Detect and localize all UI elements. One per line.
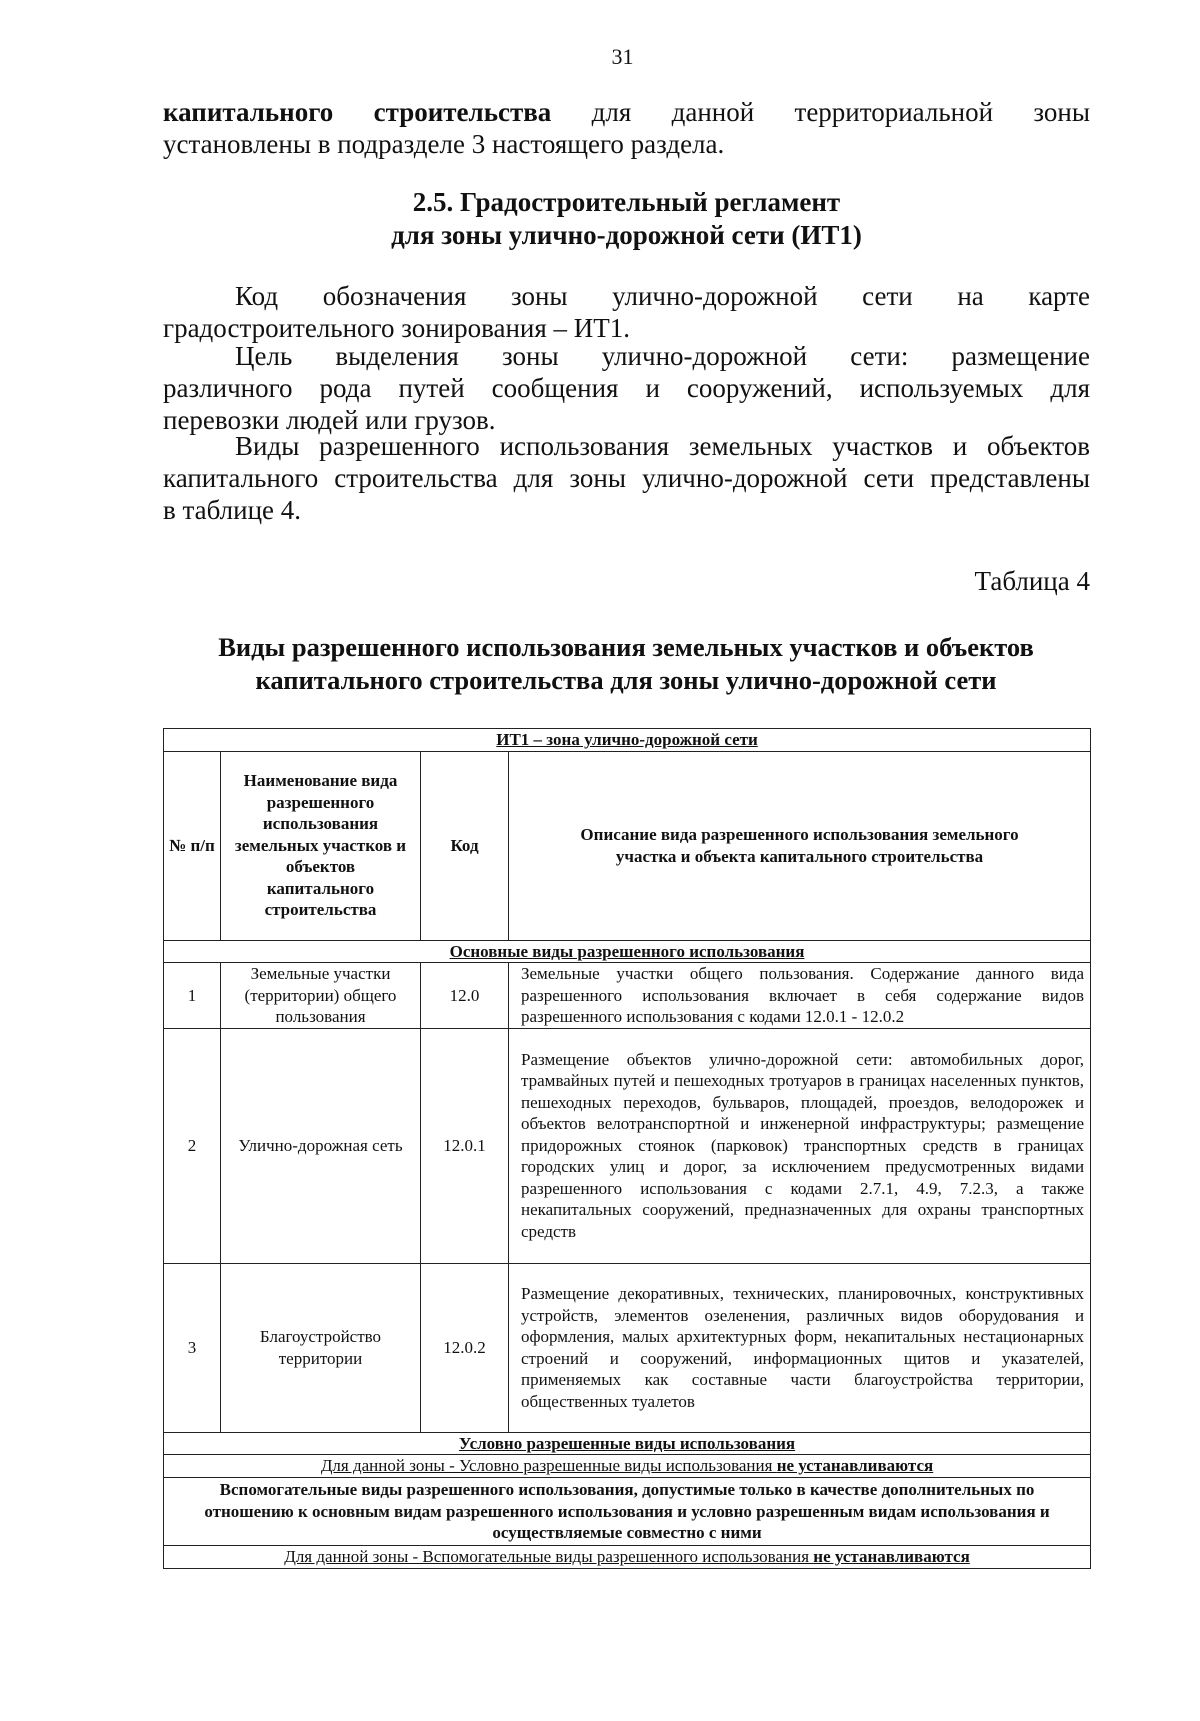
row-num: 1: [164, 963, 221, 1029]
intro-line-2: установлены в подразделе 3 настоящего раздела.: [163, 129, 725, 159]
table-row: [164, 963, 1091, 1029]
table-title-line-1: Виды разрешенного использования земельных участков и объектов: [218, 632, 1034, 662]
row-desc: Размещение объектов улично-дорожной сети: автомобильных дорог, трамвайных путей и пешеходных тротуаров в границах населенных пунктов, пешеходных переходов, бульваров, площадей, проездов, велодорожек и объектов велотранспортной и инженерной инфраструктуры; размещение придорожных стоянок (парковок) транспортных средств в границах городских улиц и дорог, за исключением предусмотренных видами разрешенного использования с кодами 2.7.1, 4.9, 7.2.3, а также некапитальных сооружений, предназначенных для охраны транспортных средств: [509, 1028, 1091, 1263]
regulation-table: [163, 728, 1091, 1569]
section-heading: [163, 186, 1090, 252]
col-header-name: Наименование вида разрешенного использования земельных участков и объектов капитального строительства: [221, 751, 421, 940]
table-row: [164, 1028, 1091, 1263]
code-line-1: Код обозначения зоны улично-дорожной сети на карте: [235, 281, 1090, 311]
section-title-line-1: 2.5. Градостроительный регламент: [412, 187, 841, 217]
row-code: 12.0: [421, 963, 509, 1029]
types-line-1: Виды разрешенного использования земельных участков и объектов: [235, 431, 1090, 461]
intro-paragraph: [163, 96, 1090, 160]
intro-line-1: [163, 96, 1090, 128]
auxiliary-note-bold: не устанавливаются: [813, 1546, 970, 1566]
column-header-row: [164, 751, 1091, 940]
row-name: Благоустройство территории: [221, 1263, 421, 1432]
table-title: [120, 631, 1132, 697]
auxiliary-note-row: [164, 1545, 1091, 1568]
conditional-note: [164, 1455, 1091, 1478]
col-header-code: Код: [421, 751, 509, 940]
auxiliary-header-row: [164, 1478, 1091, 1546]
code-line-2: градостроительного зонирования – ИТ1.: [163, 313, 631, 343]
row-name: Улично-дорожная сеть: [221, 1028, 421, 1263]
goal-line-3: перевозки людей или грузов.: [163, 405, 496, 435]
main-types-row: [164, 940, 1091, 963]
page-number: 31: [611, 44, 634, 69]
row-num: 2: [164, 1028, 221, 1263]
types-line-2: капитального строительства для зоны улично-дорожной сети представлены: [163, 463, 1090, 493]
col-header-desc: Описание вида разрешенного использования земельного участка и объекта капитального строительства: [509, 751, 1091, 940]
intro-bold-text: капитального строительства: [163, 97, 552, 127]
conditional-note-row: [164, 1455, 1091, 1478]
row-desc: Размещение декоративных, технических, планировочных, конструктивных устройств, элементов озеленения, различных видов оборудования и оформления, малых архитектурных форм, некапитальных нестационарных строений и сооружений, информационных щитов и указателей, применяемых как составные части благоустройства территории, общественных туалетов: [509, 1263, 1091, 1432]
goal-line-2: различного рода путей сообщения и сооружений, используемых для: [163, 373, 1090, 403]
table-row: [164, 1263, 1091, 1432]
row-num: 3: [164, 1263, 221, 1432]
zone-header: ИТ1 – зона улично-дорожной сети: [164, 729, 1091, 752]
col-header-num: № п/п: [164, 751, 221, 940]
intro-line-1-rest: для данной территориальной зоны: [591, 97, 1090, 127]
goal-paragraph: [163, 340, 1090, 436]
section-title-line-2: для зоны улично-дорожной сети (ИТ1): [391, 220, 862, 250]
row-code: 12.0.2: [421, 1263, 509, 1432]
code-paragraph: [163, 280, 1090, 344]
types-line-3: в таблице 4.: [163, 495, 302, 525]
row-code: 12.0.1: [421, 1028, 509, 1263]
auxiliary-note: [164, 1545, 1091, 1568]
goal-line-1: Цель выделения зоны улично-дорожной сети: размещение: [235, 341, 1090, 371]
table-number: Таблица 4: [974, 566, 1090, 596]
conditional-header: Условно разрешенные виды использования: [164, 1432, 1091, 1455]
auxiliary-note-text: Для данной зоны - Вспомогательные виды разрешенного использования: [284, 1546, 810, 1566]
row-name: Земельные участки (территории) общего пользования: [221, 963, 421, 1029]
main-types-header: Основные виды разрешенного использования: [164, 940, 1091, 963]
row-desc: Земельные участки общего пользования. Содержание данного вида разрешенного использования включает в себя содержание видов разрешенного использования с кодами 12.0.1 - 12.0.2: [509, 963, 1091, 1029]
conditional-header-row: [164, 1432, 1091, 1455]
auxiliary-header: Вспомогательные виды разрешенного использования, допустимые только в качестве дополнительных по отношению к основным видам разрешенного использования и условно разрешенным видам использования и осуществляемые совместно с ними: [164, 1478, 1091, 1546]
table-title-line-2: капитального строительства для зоны улично-дорожной сети: [255, 665, 997, 695]
conditional-note-bold: не устанавливаются: [776, 1456, 934, 1476]
conditional-note-text: Для данной зоны - Условно разрешенные виды использования: [320, 1456, 773, 1476]
zone-header-row: [164, 729, 1091, 752]
types-paragraph: [163, 430, 1090, 526]
